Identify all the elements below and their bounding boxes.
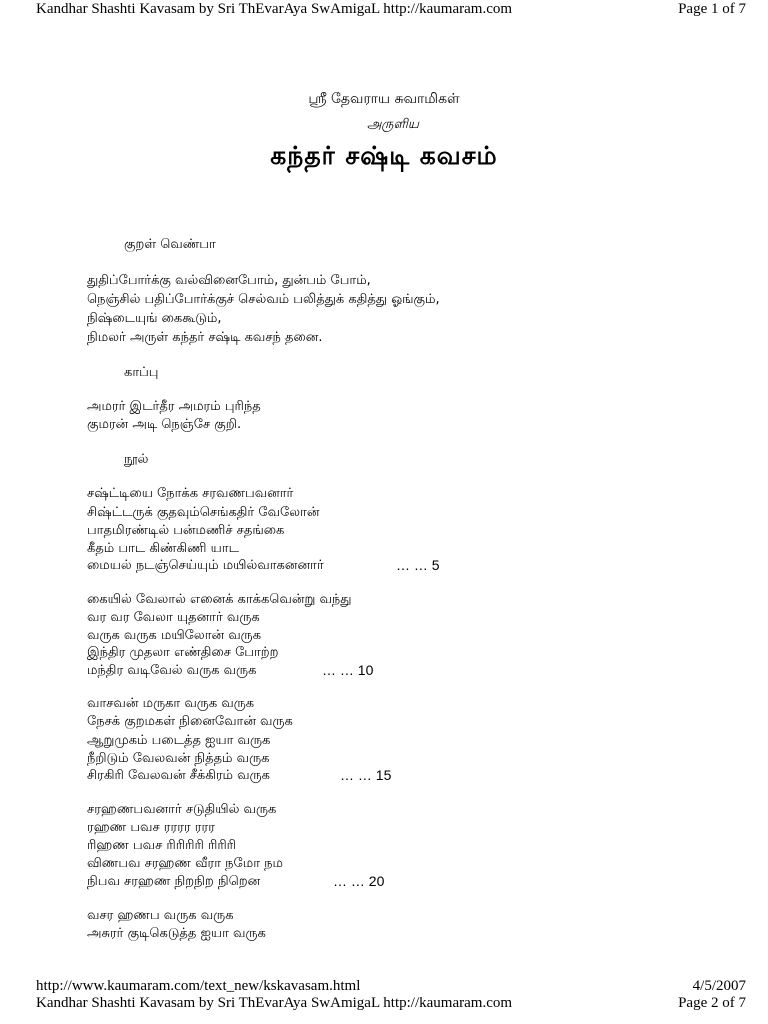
- verse-line: விணபவ சரஹண வீரா நமோ நம: [87, 856, 283, 871]
- page-footer-title-row: [36, 995, 746, 1012]
- verse-line: வருக வருக மயிலோன் வருக: [87, 628, 262, 643]
- section-heading-kaappu: காப்பு: [124, 365, 159, 380]
- verse-line: மந்திர வடிவேல் வருக வருக: [87, 663, 257, 678]
- verse-line: வாசவன் மருகா வருக வருக: [87, 696, 255, 711]
- verse-line: நீறிடும் வேலவன் நித்தம் வருக: [87, 751, 270, 766]
- header-title: Kandhar Shashti Kavasam by Sri ThEvarAya SwAmigaL http://kaumaram.com: [36, 1, 513, 17]
- verse-line: அமரர் இடர்தீர அமரம் புரிந்த: [87, 399, 261, 414]
- verse-line: ரஹண பவச ரரரர ரரர: [87, 820, 215, 835]
- footer-page-number: Page 2 of 7: [678, 995, 746, 1011]
- verse-line: சிரகிரி வேலவன் சீக்கிரம் வருக: [87, 768, 270, 783]
- verse-line: மையல் நடஞ்செய்யும் மயில்வாகனனார்: [87, 558, 324, 573]
- verse-line: நிபவ சரஹண நிறநிற நிறென: [87, 874, 261, 889]
- verse-line: இந்திர முதலா எண்திசை போற்ற: [87, 645, 279, 660]
- verse-line: நிஷ்டையுங் கைகூடும்,: [87, 311, 222, 326]
- verse-line: சிஷ்ட்டருக் குதவும்செங்கதிர் வேலோன்: [87, 505, 320, 520]
- section-heading-nool: நூல்: [124, 452, 149, 467]
- footer-title: Kandhar Shashti Kavasam by Sri ThEvarAya SwAmigaL http://kaumaram.com: [36, 995, 513, 1011]
- verse-line: அசுரர் குடிகெடுத்த ஐயா வருக: [87, 926, 266, 941]
- verse-line: ரிஹண பவச ரிரிரிரி ரிரிரி: [87, 838, 237, 853]
- page-footer-url-row: [36, 978, 746, 995]
- author-line: ஸ்ரீ தேவராய சுவாமிகள்: [308, 91, 460, 107]
- verse-line: சரஹணபவனார் சடுதியில் வருக: [87, 802, 277, 817]
- verse-line: நேசக் குறமகள் நினைவோன் வருக: [87, 714, 293, 729]
- verse-line: கையில் வேலால் எனைக் காக்கவென்று வந்து: [87, 592, 352, 607]
- header-page-number: Page 1 of 7: [678, 1, 746, 17]
- verse-line: பாதமிரண்டில் பன்மணிச் சதங்கை: [87, 523, 285, 538]
- verse-number: … … 15: [340, 767, 392, 783]
- verse-number: … … 10: [322, 662, 374, 678]
- footer-date: 4/5/2007: [692, 978, 746, 994]
- graced-line: அருளிய: [366, 117, 419, 132]
- verse-number: … … 5: [396, 557, 440, 573]
- verse-line: துதிப்போர்க்கு வல்வினைபோம், துன்பம் போம்,: [87, 273, 371, 288]
- section-heading-kural: குறள் வெண்பா: [124, 237, 216, 252]
- page-title: கந்தர் சஷ்டி கவசம்: [270, 141, 498, 170]
- verse-line: சஷ்ட்டியை நோக்க சரவணபவனார்: [87, 486, 294, 501]
- verse-line: நிமலர் அருள் கந்தர் சஷ்டி கவசந் தனை.: [87, 330, 323, 345]
- verse-line: வர வர வேலா யுதனார் வருக: [87, 610, 260, 625]
- verse-line: வசர ஹணப வருக வருக: [87, 908, 234, 923]
- verse-line: குமரன் அடி நெஞ்சே குறி.: [87, 417, 242, 432]
- page-header: [36, 1, 746, 18]
- verse-line: கீதம் பாட கிண்கிணி யாட: [87, 541, 239, 556]
- verse-line: நெஞ்சில் பதிப்போர்க்குச் செல்வம் பலித்துக் கதித்து ஓங்கும்,: [87, 292, 440, 307]
- verse-number: … … 20: [333, 873, 385, 889]
- footer-url-link[interactable]: http://www.kaumaram.com/text_new/kskavasam.html: [36, 978, 361, 994]
- verse-line: ஆறுமுகம் படைத்த ஐயா வருக: [87, 733, 271, 748]
